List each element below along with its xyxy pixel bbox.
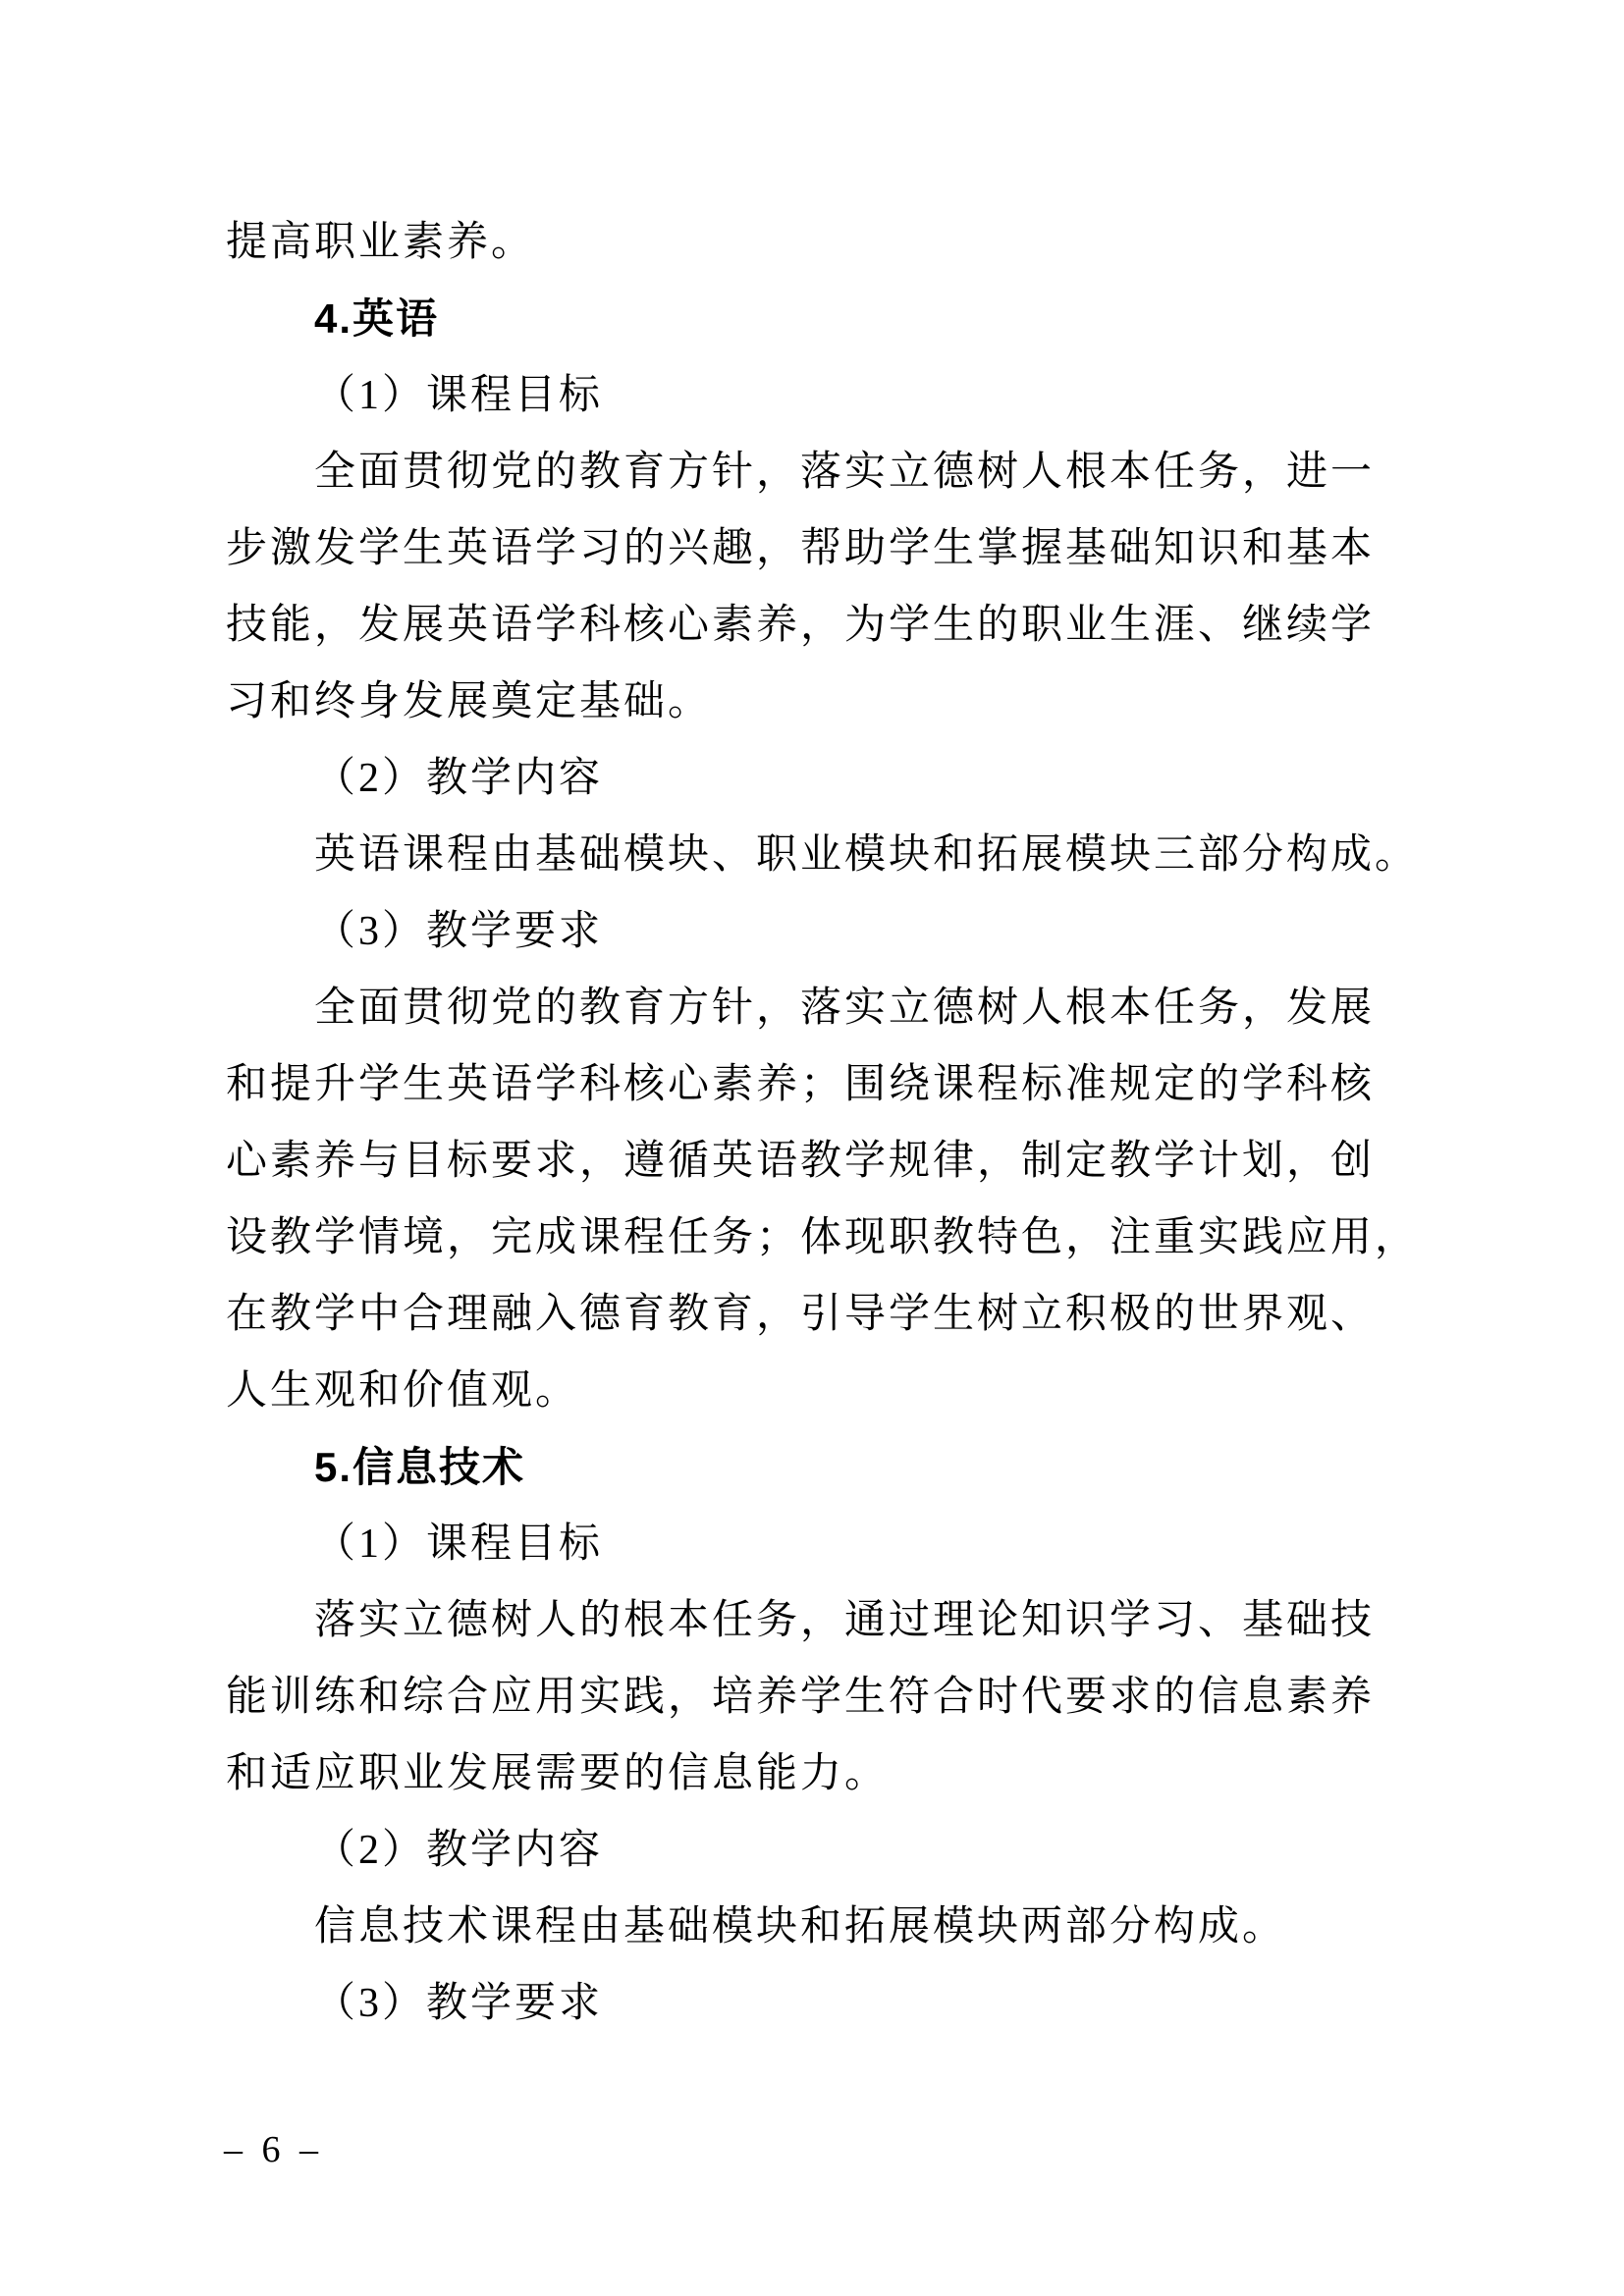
document-body — [226, 204, 1420, 2042]
text-line: 在教学中合理融入德育教育，引导学生树立积极的世界观、 — [226, 1292, 1376, 1337]
text-line: （3）教学要求 — [314, 909, 604, 954]
text-line: 全面贯彻党的教育方针，落实立德树人根本任务，发展 — [314, 986, 1376, 1031]
text-line: 人生观和价值观。 — [226, 1368, 580, 1414]
text-line: 落实立德树人的根本任务，通过理论知识学习、基础技 — [314, 1598, 1376, 1643]
text-line: （3）教学要求 — [314, 1981, 604, 2026]
text-line: 提高职业素养。 — [226, 220, 536, 265]
text-line: 技能，发展英语学科核心素养，为学生的职业生涯、继续学 — [226, 603, 1376, 648]
section-heading: 5.信息技术 — [314, 1444, 526, 1490]
text-line: 全面贯彻党的教育方针，落实立德树人根本任务，进一 — [314, 450, 1376, 495]
text-line: 英语课程由基础模块、职业模块和拓展模块三部分构成。 — [314, 832, 1420, 878]
text-line: 心素养与目标要求，遵循英语教学规律，制定教学计划，创 — [226, 1139, 1376, 1184]
page-number: – 6 – — [224, 2129, 323, 2170]
text-line: （1）课程目标 — [314, 373, 604, 418]
text-line: 和提升学生英语学科核心素养；围绕课程标准规定的学科核 — [226, 1062, 1376, 1107]
text-line: 能训练和综合应用实践，培养学生符合时代要求的信息素养 — [226, 1675, 1376, 1720]
text-line: 习和终身发展奠定基础。 — [226, 679, 713, 724]
text-line: 设教学情境，完成课程任务；体现职教特色，注重实践应用， — [226, 1215, 1420, 1260]
text-line: 步激发学生英语学习的兴趣，帮助学生掌握基础知识和基本 — [226, 526, 1376, 571]
text-line: （2）教学内容 — [314, 756, 604, 801]
text-line: （2）教学内容 — [314, 1828, 604, 1873]
page-footer — [224, 2128, 323, 2171]
section-heading: 4.英语 — [314, 295, 440, 342]
text-line: 信息技术课程由基础模块和拓展模块两部分构成。 — [314, 1904, 1287, 1949]
text-line: （1）课程目标 — [314, 1522, 604, 1567]
text-line: 和适应职业发展需要的信息能力。 — [226, 1751, 890, 1796]
